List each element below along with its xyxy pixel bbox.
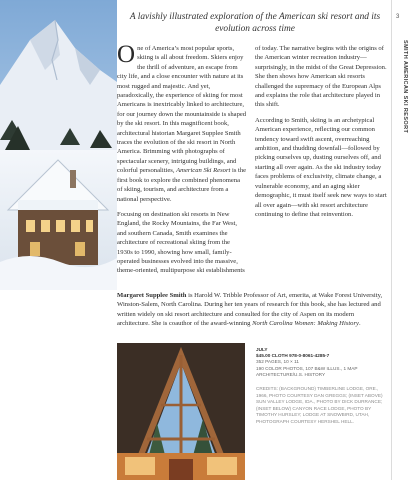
lodge-interior-photo [117, 343, 245, 480]
page-count: 352 PAGES, 10 × 11 [256, 359, 299, 365]
catalog-info [256, 347, 388, 426]
intro-text-end: is the first book to explore the combined phenomena of skiing, tourism, and architecture from a national perspective. [117, 167, 247, 203]
price-isbn: $45.00 CLOTH 978-0-8061-4285-7 [256, 353, 330, 359]
body-column-2 [255, 44, 389, 225]
author-bio [117, 291, 387, 328]
drop-cap: O [117, 41, 136, 68]
book-title: American Ski Resort [176, 167, 231, 175]
coauthored-title: North Carolina Women: Making History [252, 319, 359, 327]
cover-photo-mountain-lodge [0, 0, 117, 290]
running-head: SMITH AMERICAN SKI RESORT [402, 40, 408, 134]
bio-text: is Harold W. Tribble Professor of Art, emerita, at Wake Forest University, Winston-Salem, North Carolina. During her ten years of research for this book, she has lectured and written widely on ski resort architecture and consulted for the city of Aspen on its modern architecture. She is coauthor of the award-winning [117, 292, 383, 327]
paragraph-intro [117, 41, 247, 204]
release-month: JULY [256, 347, 268, 352]
headline: A lavishly illustrated exploration of the American ski resort and its evolution across time [129, 12, 381, 34]
illustration-count: 190 COLOR PHOTOS, 107 B&W ILLUS., 1 MAP [256, 365, 358, 371]
photo-credits: CREDITS: (BACKGROUND) TIMBERLINE LODGE, ORE., 1966, PHOTO COURTESY DAN GREGGS; (INSET ABOVE) SUN VALLEY LODGE, IDA., PHOTO BY DICK DURRANCE; (INSET BELOW) CANYON RACE LODGE, PHOTO BY TIMOTHY HURSLEY; LODGE AT SNOWBIRD, UTAH, PHOTOGRAPH COURTESY HERSHEL HELL. [256, 386, 383, 424]
subject: ARCHITECTURE/U.S. HISTORY [256, 371, 326, 377]
paragraph-focus [117, 210, 247, 276]
author-name: Margaret Supplee Smith [117, 292, 187, 299]
paragraph-focus-continued: of today. The narrative begins with the origins of the American winter recreation industry—surprisingly, in the midst of the Great Depression. She then shows how American ski resorts challenged the supremacy of the European Alps and explains the role that architecture played in this shift. [255, 45, 387, 109]
page-number: 3 [396, 14, 400, 20]
according-text: According to Smith, skiing is an archetypical American experience, reflecting our common tendency toward swift ascent, overreaching ambition, and thudding downfall—followed by picking ourselves up, dusting ourselves off, and starting all over again. As the ski industry today faces problems of exclusivity, climate change, a vulnerable economy, and an aging skier demographic, it must itself seek new ways to start all over again—with ski resort architecture continuing to define that reinvention. [255, 116, 387, 218]
intro-text: ne of America’s most popular sports, skiing is all about freedom. Skiers enjoy the thrill of adventure, an escape from city life, and a close encounter with nature at its most rugged and majestic. And yet, paradoxically, the experience of skiing for most Americans is inextricably linked to architecture, for our journey down the mountainside is shaped by the ski resort. In this magnificent book, architectural historian Margaret Supplee Smith traces the evolution of the ski resort in North America. Brimming with photographs of spectacular scenery, intriguing buildings, and colorful personalities, [117, 45, 247, 175]
body-column-1 [117, 41, 247, 282]
focus-text: Focusing on destination ski resorts in New England, the Rocky Mountains, the Far West, and southern Canada, Smith examines the architecture of recreational skiing from the 1930s to 1990, showing how small, family-operated businesses evolved into the massive, theme-oriented, multipurpose ski establishments [117, 210, 245, 275]
paragraph-according [255, 116, 389, 219]
bio-text-end: . [358, 319, 361, 327]
